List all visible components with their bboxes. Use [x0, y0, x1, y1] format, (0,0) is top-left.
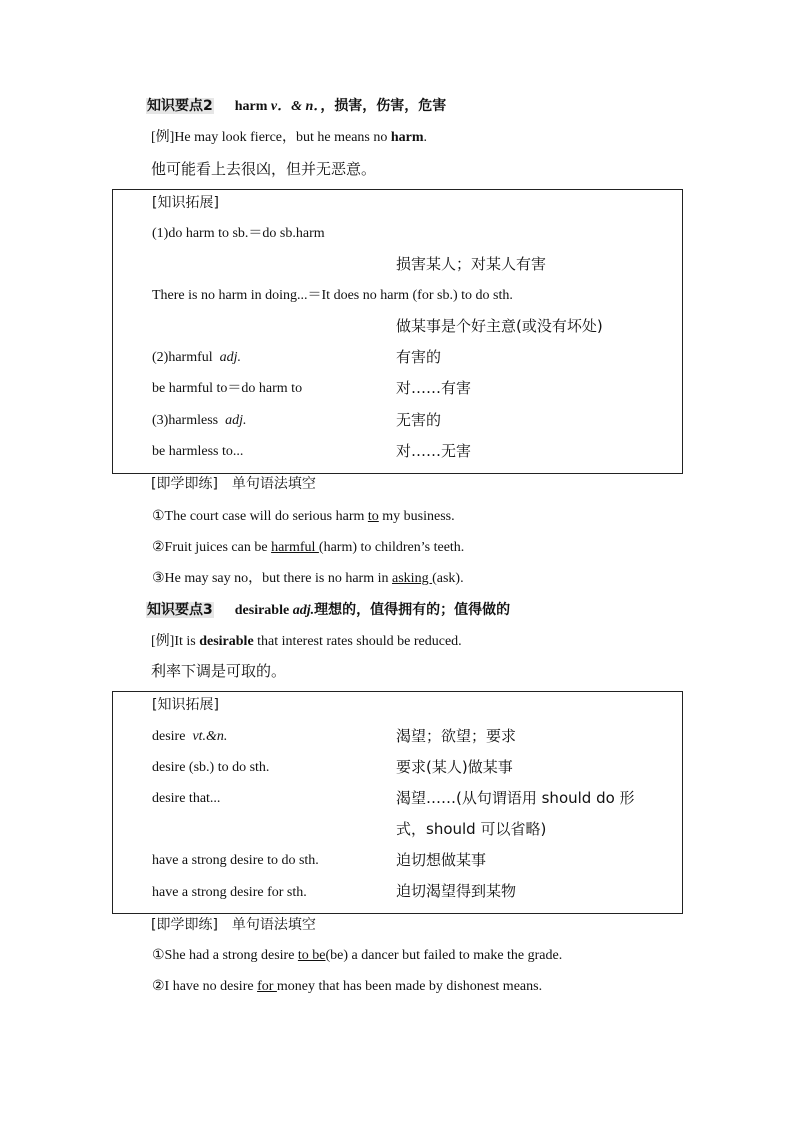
answer-blank: to be — [297, 948, 326, 963]
point2-expand-title: [知识拓展] — [152, 195, 219, 211]
point2-example-prefix: [例]He may look fierce，but he means no — [151, 130, 391, 145]
point2-expand-row-7-en: (3)harmless — [152, 413, 219, 428]
point2-expand-row-2-cn: 损害某人；对某人有害 — [396, 255, 547, 273]
point2-expand-row-7-cn: 无害的 — [396, 411, 442, 429]
point2-expand-row-8-cn: 对……无害 — [396, 442, 472, 460]
point2-expand-row-8: be harmless to... — [152, 444, 244, 459]
answer-blank: for — [257, 979, 277, 994]
point2-expand-row-5-en: (2)harmful — [152, 350, 213, 365]
point3-expand-row-2-cn: 要求(某人)做某事 — [396, 758, 513, 776]
answer-blank: to — [367, 509, 379, 524]
point2-expand-row-6: be harmful to＝do harm to — [152, 381, 303, 396]
point2-expand-row-5-pos: adj. — [219, 350, 242, 365]
point3-example-suffix: that interest rates should be reduced. — [253, 634, 462, 649]
point2-example-bold: harm — [390, 130, 424, 145]
point2-pos: v．& n． — [270, 99, 321, 114]
point3-expand-row-1: desire vt.&n. — [152, 729, 228, 744]
point3-expand-row-3-cn: 渴望……(从句谓语用 should do 形 — [396, 789, 635, 807]
answer-blank: asking — [392, 571, 433, 586]
point3-expand-row-5: have a strong desire to do sth. — [152, 853, 319, 868]
point2-word: harm — [234, 99, 268, 114]
point3-expand-row-1-cn: 渴望；欲望；要求 — [396, 727, 517, 745]
point3-practice-title: [即学即练] 单句语法填空 — [151, 917, 316, 933]
point3-pos: adj. — [292, 603, 315, 618]
point3-meaning: 理想的，值得拥有的；值得做的 — [314, 602, 511, 618]
point3-translation: 利率下调是可取的。 — [151, 662, 287, 680]
point3-practice-item-2: ②I have no desire for money that has been made by dishonest means. — [152, 979, 543, 994]
point2-expand-row-5-cn: 有害的 — [396, 348, 442, 366]
point3-expand-row-3: desire that... — [152, 791, 221, 806]
point2-expand-row-4-cn: 做某事是个好主意(或没有坏处) — [396, 317, 603, 335]
point2-heading: 知识要点2 harm v．& n．，损害，伤害，危害 — [147, 98, 447, 114]
point3-expand-row-6-cn: 迫切渴望得到某物 — [396, 882, 517, 900]
point3-word: desirable — [234, 603, 290, 618]
point2-practice-item-3: ③He may say no，but there is no harm in asking (ask). — [152, 571, 464, 586]
point2-expand-row-7 — [152, 412, 246, 430]
point2-example-suffix: . — [423, 130, 428, 145]
point2-expand-row-7-pos: adj. — [225, 413, 247, 428]
point2-practice-title: [即学即练] 单句语法填空 — [151, 476, 316, 492]
point2-practice-item-2: ②Fruit juices can be harmful (harm) to children’s teeth. — [152, 540, 465, 555]
point3-expand-row-2: desire (sb.) to do sth. — [152, 760, 270, 775]
point3-expand-row-4-cn: 式，should 可以省略) — [396, 820, 547, 838]
point2-meaning: 损害，伤害，危害 — [334, 98, 447, 114]
point2-expand-row-6-cn: 对……有害 — [396, 379, 472, 397]
point3-tag: 知识要点3 — [147, 602, 213, 618]
answer-blank: harmful — [271, 540, 319, 555]
point2-example — [151, 129, 427, 147]
point2-translation: 他可能看上去很凶，但并无恶意。 — [151, 160, 377, 178]
point3-expand-title: [知识拓展] — [152, 697, 219, 713]
point3-expand-row-5-cn: 迫切想做某事 — [396, 851, 487, 869]
point3-expand-row-6: have a strong desire for sth. — [152, 885, 307, 900]
point2-expand-row-1: (1)do harm to sb.＝do sb.harm — [152, 226, 325, 241]
point3-example — [151, 633, 462, 651]
point3-heading — [146, 601, 510, 620]
point2-expand-row-3: There is no harm in doing...＝It does no harm (for sb.) to do sth. — [152, 288, 513, 303]
point2-tag: 知识要点2 — [147, 98, 213, 114]
point3-practice-item-1: ①She had a strong desire to be(be) a dancer but failed to make the grade. — [152, 948, 563, 963]
point3-example-prefix: [例]It is — [151, 634, 200, 649]
point2-expand-row-5 — [152, 349, 241, 367]
point3-example-bold: desirable — [199, 634, 254, 649]
point2-practice-item-1: ①The court case will do serious harm to my business. — [152, 509, 455, 524]
